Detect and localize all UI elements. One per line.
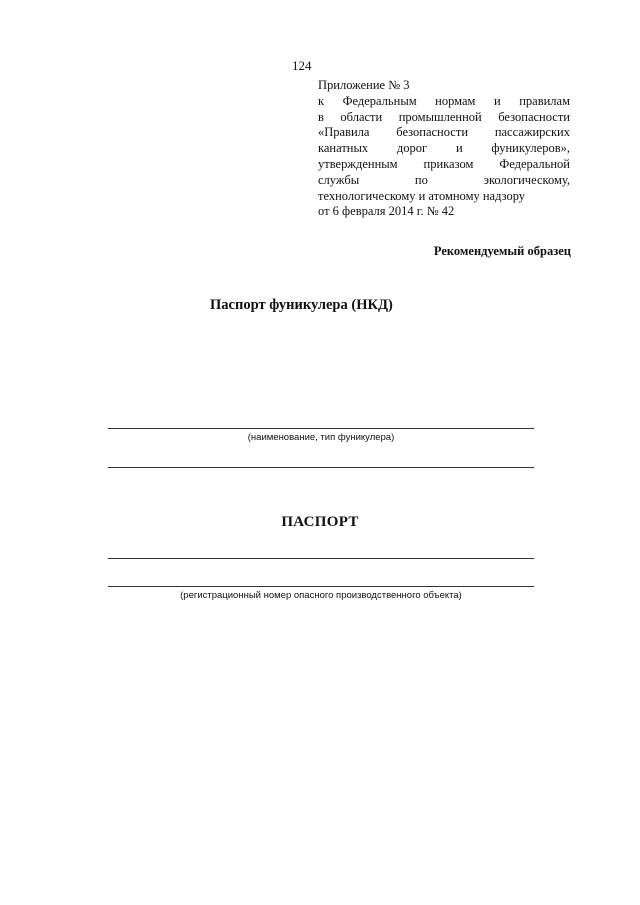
appendix-line: службы по экологическому, [318, 172, 570, 187]
passport-heading: ПАСПОРТ [281, 514, 359, 530]
appendix-line: в области промышленной безопасности [318, 109, 570, 124]
name-fill-line-2 [108, 467, 534, 468]
appendix-line: от 6 февраля 2014 г. № 42 [318, 204, 455, 219]
page-number: 124 [292, 58, 312, 73]
appendix-line: «Правила безопасности пассажирских [318, 125, 570, 140]
appendix-line: утвержденным приказом Федеральной [318, 156, 570, 171]
reg-caption: (регистрационный номер опасного производственного объекта) [180, 590, 462, 601]
reg-fill-line [108, 558, 534, 559]
appendix-line: к Федеральным нормам и правилам [318, 93, 570, 108]
appendix-line: технологическому и атомному надзору [318, 188, 526, 203]
name-fill-line [108, 428, 534, 429]
appendix-line: канатных дорог и фуникулеров», [318, 141, 570, 156]
name-caption: (наименование, тип фуникулера) [247, 432, 395, 443]
appendix-block [318, 78, 570, 220]
document-title: Паспорт фуникулера (НКД) [210, 297, 393, 313]
appendix-line: Приложение № 3 [318, 78, 410, 92]
reg-fill-line-2 [108, 586, 534, 587]
sample-label: Рекомендуемый образец [433, 244, 571, 258]
